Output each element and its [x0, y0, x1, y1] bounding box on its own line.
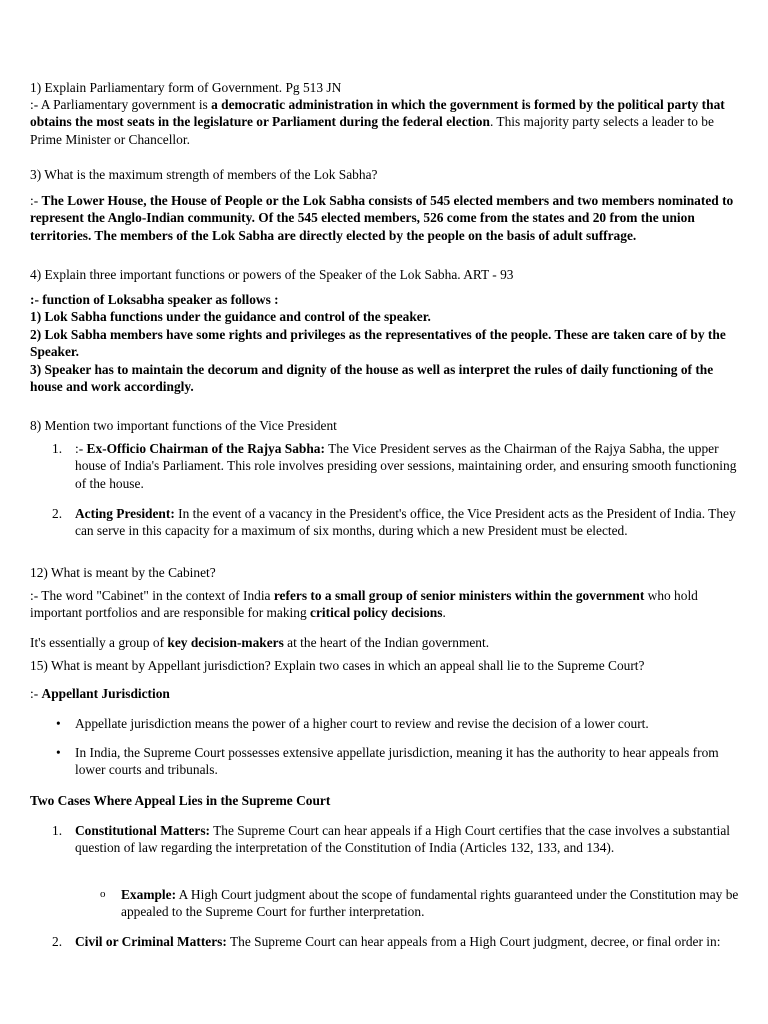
answer-12-summary: It's essentially a group of key decision-makers at the heart of the Indian government.: [30, 635, 490, 650]
answer-15-heading: :- Appellant Jurisdiction: [30, 686, 170, 701]
question-1: 1) Explain Parliamentary form of Government. Pg 513 JN: [30, 80, 342, 95]
list-item: • Appellate jurisdiction means the power of a higher court to review and revise the decision of a lower court.: [56, 716, 649, 731]
example-sublist: [30, 886, 742, 921]
list-item: o Example: A High Court judgment about the scope of fundamental rights guaranteed under the Constitution may be appealed to the Supreme Court for further interpretation.: [100, 887, 739, 920]
jurisdiction-bullets: [30, 715, 742, 732]
cases-heading: Two Cases Where Appeal Lies in the Supreme Court: [30, 793, 331, 808]
vp-functions-list: [30, 440, 742, 492]
jurisdiction-bullets-2: [30, 744, 742, 779]
answer-4-intro: :- function of Loksabha speaker as follows :: [30, 292, 279, 307]
bullet-icon: •: [56, 745, 61, 760]
vp-functions-list-2: [30, 505, 742, 540]
question-4: 4) Explain three important functions or powers of the Speaker of the Lok Sabha. ART - 93: [30, 267, 514, 282]
question-3: 3) What is the maximum strength of members of the Lok Sabha?: [30, 167, 378, 182]
circle-bullet-icon: o: [100, 888, 106, 900]
speaker-function-2: 2) Lok Sabha members have some rights and privileges as the representatives of the people. These are taken care of by the Speaker.: [30, 326, 726, 360]
answer-4: [30, 291, 742, 395]
list-item: 1. :- Ex-Officio Chairman of the Rajya Sabha: The Vice President serves as the Chairman of the Rajya Sabha, the upper house of India's Parliament. This role involves presiding over sessions, maintaining order, and ensuring smooth functioning of the house.: [52, 441, 737, 491]
list-item: • In India, the Supreme Court possesses extensive appellate jurisdiction, meaning it has the authority to hear appeals from lower courts and tribunals.: [56, 745, 719, 778]
question-8: 8) Mention two important functions of the Vice President: [30, 418, 337, 433]
answer-12: :- The word "Cabinet" in the context of India refers to a small group of senior ministers within the government who hold important portfolios and are responsible for making critical policy decisions.: [30, 588, 698, 621]
bullet-icon: •: [56, 716, 61, 731]
speaker-function-3: 3) Speaker has to maintain the decorum and dignity of the house as well as interpret the rules of daily functioning of the house and work accordingly.: [30, 361, 714, 395]
question-15: 15) What is meant by Appellant jurisdiction? Explain two cases in which an appeal shall lie to the Supreme Court?: [30, 658, 645, 673]
cases-list-2: [30, 933, 742, 950]
list-item: 2. Civil or Criminal Matters: The Supreme Court can hear appeals from a High Court judgment, decree, or final order in:: [52, 934, 721, 949]
answer-3: :- The Lower House, the House of People or the Lok Sabha consists of 545 elected members and two members nominated to represent the Anglo-Indian community. Of the 545 elected members, 526 come from the states and 20 from the union territories. The members of the Lok Sabha are directly elected by the people on the basis of adult suffrage.: [30, 193, 734, 243]
cases-list: [30, 822, 742, 857]
list-item: 2. Acting President: In the event of a vacancy in the President's office, the Vice President acts as the President of India. They can serve in this capacity for a maximum of six months, during which a new President must be elected.: [52, 506, 736, 539]
question-12: 12) What is meant by the Cabinet?: [30, 565, 216, 580]
list-item: 1. Constitutional Matters: The Supreme Court can hear appeals if a High Court certifies that the case involves a substantial question of law regarding the interpretation of the Constitution of India (Articles 132, 133, and 134).: [52, 823, 730, 856]
answer-1: :- A Parliamentary government is a democratic administration in which the government is formed by the political party that obtains the most seats in the legislature or Parliament during the federal election. This majority party selects a leader to be Prime Minister or Chancellor.: [30, 97, 725, 147]
speaker-function-1: 1) Lok Sabha functions under the guidance and control of the speaker.: [30, 309, 431, 325]
